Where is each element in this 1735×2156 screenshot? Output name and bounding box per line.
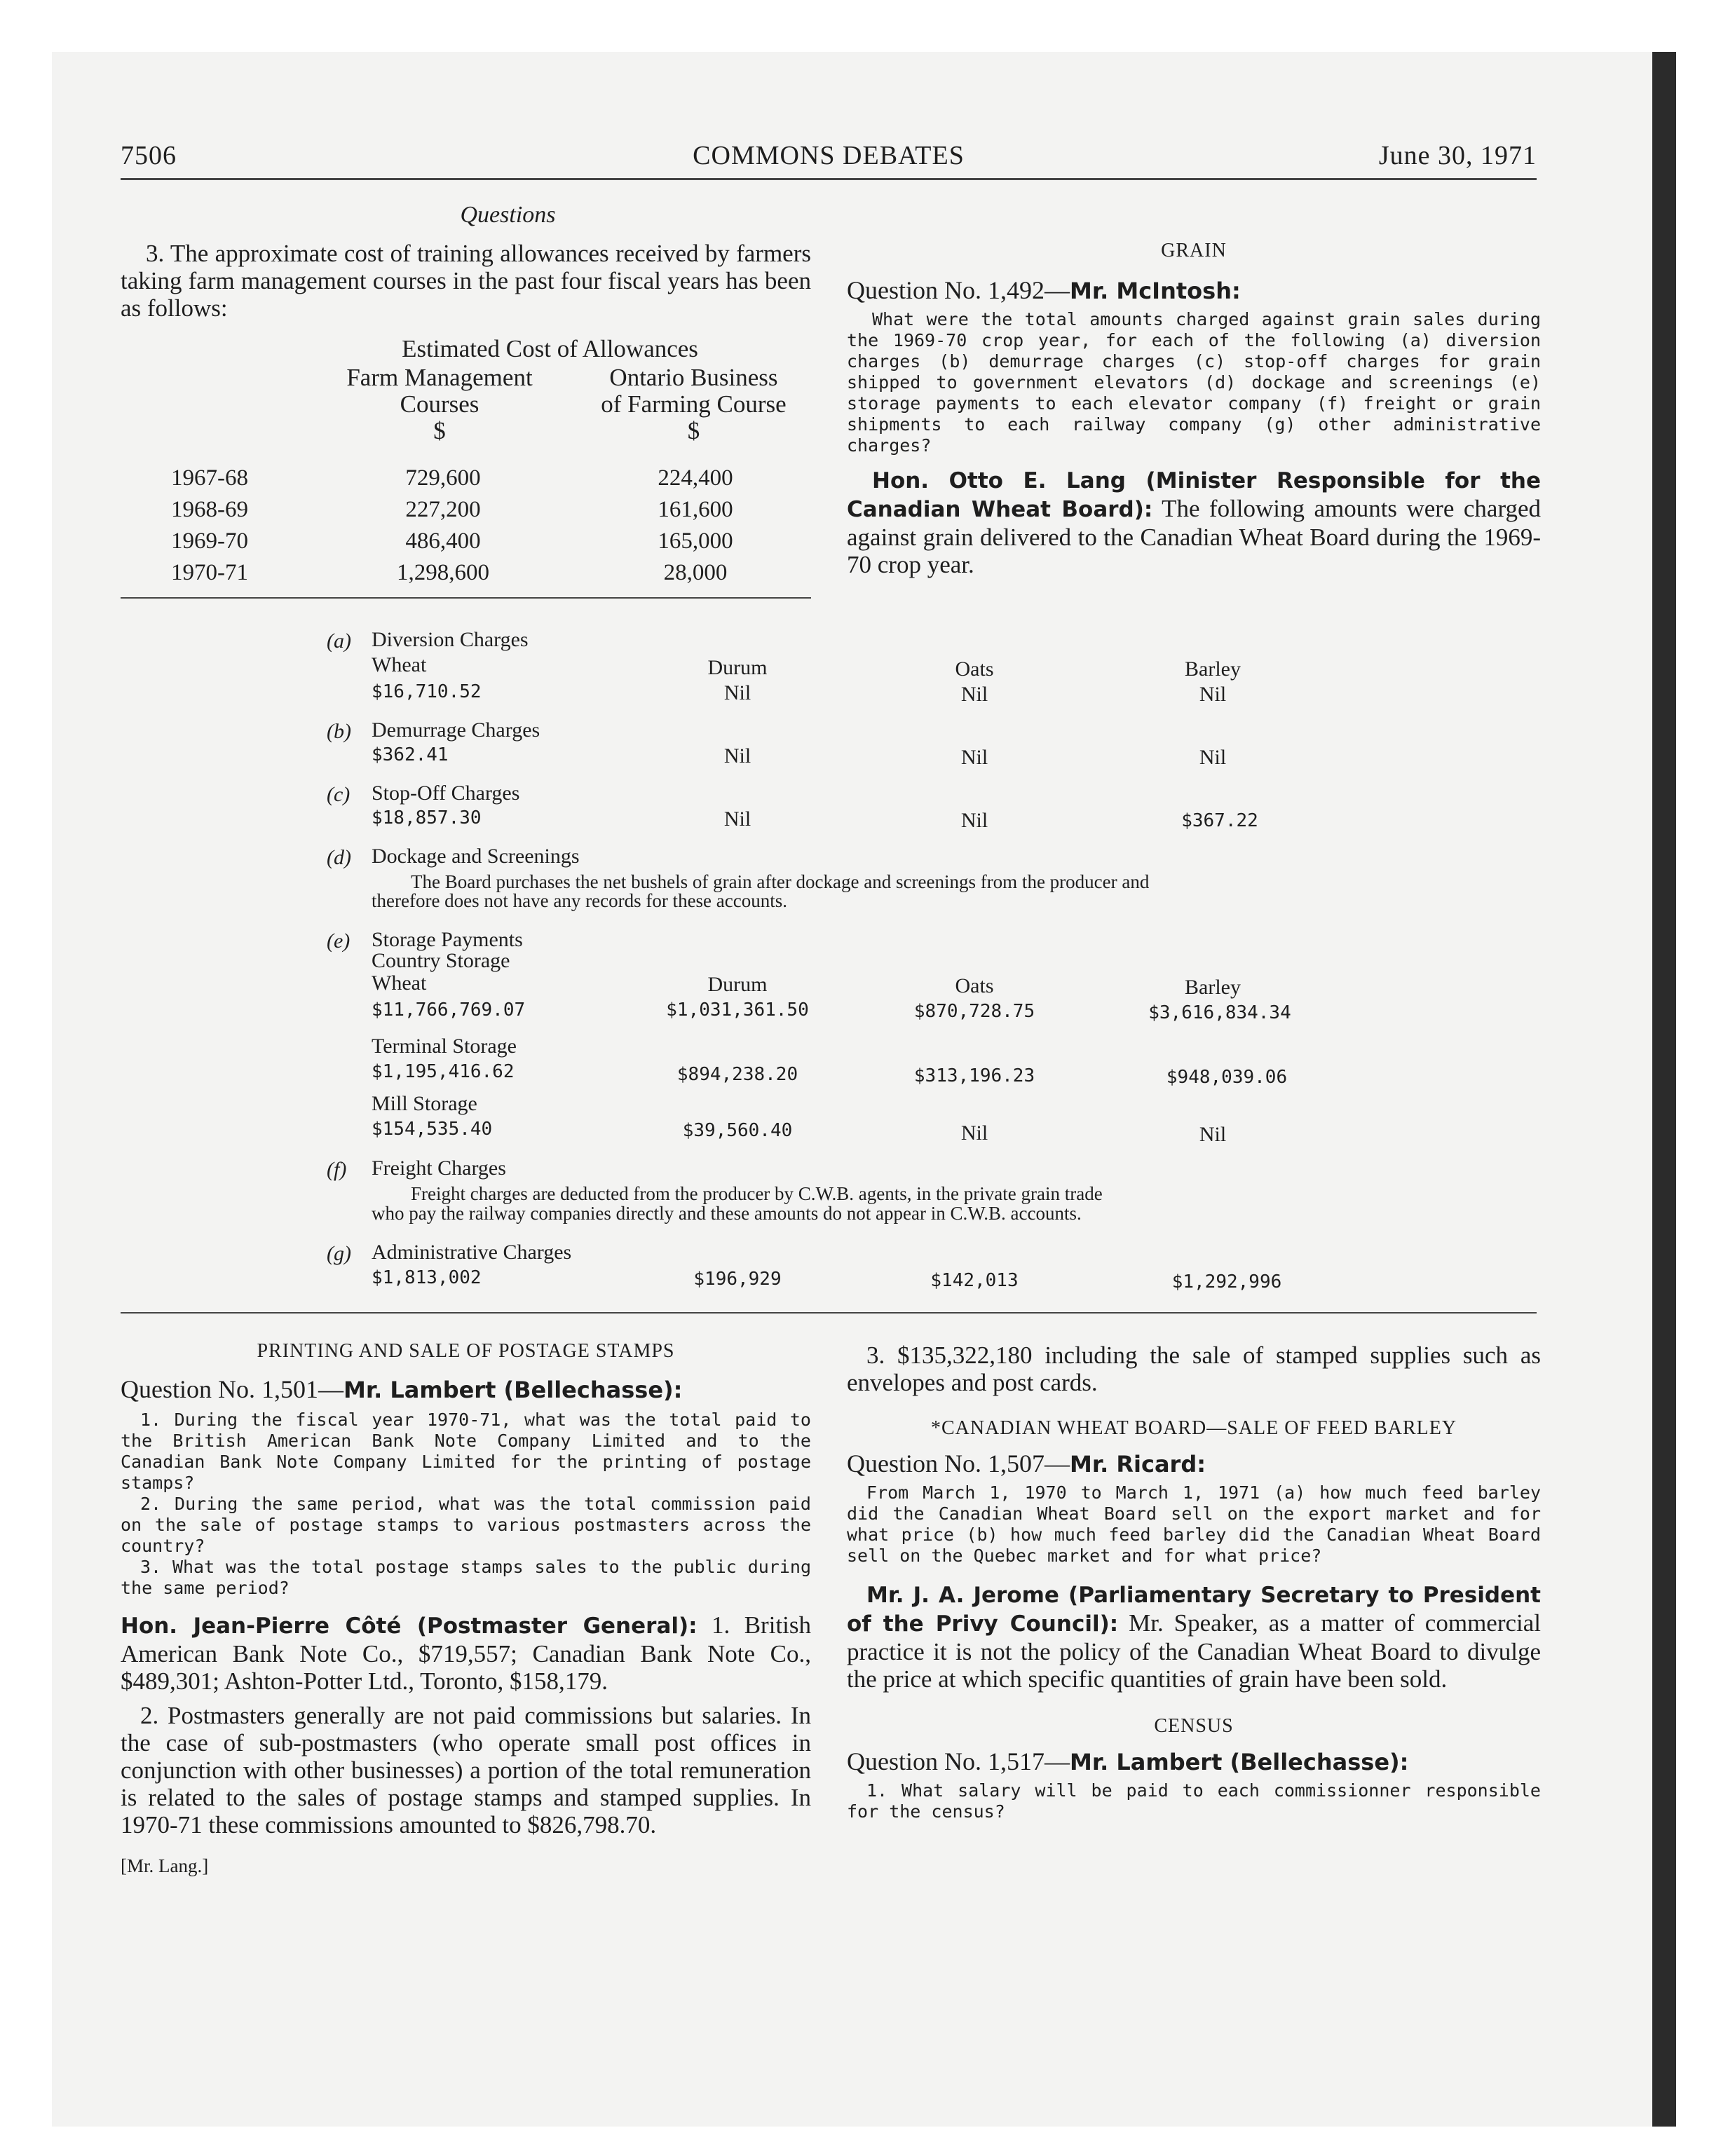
value-wheat: $1,195,416.62 <box>372 1061 515 1082</box>
value-barley: Nil <box>1199 746 1227 769</box>
value-durum: Nil <box>723 744 751 767</box>
grain-durum-label: Durum <box>707 973 768 996</box>
table-row-year: 1967-68 <box>171 465 248 491</box>
section-rule <box>121 1312 1537 1314</box>
stamps-q1: 1. During the fiscal year 1970-71, what was the total paid to the British American Bank Note Company Limited and to the Canadian Bank Note Company Limited for the printing of postage stamps? <box>121 1410 811 1493</box>
stamps-answer1 <box>121 1611 811 1695</box>
item-label: (d) <box>327 846 351 869</box>
table-cell-farm: 227,200 <box>405 497 481 522</box>
running-header <box>121 140 1537 180</box>
value-barley: Nil <box>1199 683 1227 706</box>
answer-text: The following amounts were charged against grain delivered to the Canadian Wheat Board during the 1969-70 crop year. <box>847 495 1542 578</box>
value-wheat: $18,857.30 <box>372 807 482 828</box>
table-row-year: 1968-69 <box>171 497 248 522</box>
terminal-storage-title: Terminal Storage <box>372 1035 517 1058</box>
col1-unit: $ <box>433 417 446 444</box>
publication-date: June 30, 1971 <box>1378 141 1537 170</box>
training-intro: 3. The approximate cost of training allowances received by farmers taking farm management courses in the past four fiscal years has been as follows: <box>121 240 811 322</box>
table-cell-farm: 729,600 <box>405 465 481 491</box>
item-title: Administrative Charges <box>372 1241 572 1264</box>
question-number: Question No. 1,501— <box>121 1375 343 1403</box>
item-label: (a) <box>327 629 351 653</box>
stamps-question-line <box>121 1375 811 1404</box>
value-barley: $367.22 <box>1181 810 1258 831</box>
item-label: (e) <box>327 929 351 953</box>
dockage-note-line1: The Board purchases the net bushels of grain after dockage and screenings from the producer and <box>411 871 1150 892</box>
barley-answer <box>847 1581 1541 1693</box>
item-title: Stop-Off Charges <box>372 782 520 805</box>
year-column <box>171 463 248 589</box>
item-label: (f) <box>327 1158 347 1181</box>
value-wheat: $11,766,769.07 <box>372 999 526 1021</box>
col2-header-line2: of Farming Course <box>601 390 787 418</box>
freight-note-line2: who pay the railway companies directly and these amounts do not appear in C.W.B. accounts. <box>372 1203 1082 1224</box>
table-cell-ontario: 161,600 <box>658 497 733 522</box>
value-barley: $3,616,834.34 <box>1148 1002 1291 1023</box>
answer-text: 1. British American Bank Note Co., $719,557; Canadian Bank Note Co., $489,301; Ashton-Potter Ltd., Toronto, $158,179. <box>121 1611 812 1695</box>
table-cell-farm: 1,298,600 <box>397 560 489 585</box>
item-label: (b) <box>327 720 351 743</box>
value-durum: $39,560.40 <box>682 1120 793 1141</box>
value-oats: $870,728.75 <box>913 1001 1035 1022</box>
value-durum: $894,238.20 <box>676 1064 798 1085</box>
value-durum: $1,031,361.50 <box>666 999 809 1021</box>
right-bottom-column <box>847 1342 1541 1822</box>
stamps-q2: 2. During the same period, what was the total commission paid on the sale of postage stamps to various postmasters across the country? <box>121 1494 811 1556</box>
census-heading: CENSUS <box>1154 1715 1234 1737</box>
question-number: Question No. 1,507— <box>847 1449 1070 1478</box>
value-barley: $948,039.06 <box>1166 1067 1288 1088</box>
col2-header <box>576 364 811 444</box>
grain-barley-label: Barley <box>1185 657 1241 681</box>
barley-heading: *CANADIAN WHEAT BOARD—SALE OF FEED BARLEY <box>930 1417 1457 1439</box>
value-wheat: $362.41 <box>372 744 449 765</box>
stamps-answer3: 3. $135,322,180 including the sale of stamped supplies such as envelopes and post cards. <box>847 1342 1541 1396</box>
table-rule <box>121 597 811 599</box>
stamps-q3: 3. What was the total postage stamps sales to the public during the same period? <box>121 1557 811 1598</box>
col1-header <box>324 364 555 444</box>
col2-unit: $ <box>687 417 700 444</box>
grain-oats-label: Oats <box>955 974 994 997</box>
publication-title: COMMONS DEBATES <box>693 141 965 170</box>
value-barley: Nil <box>1199 1123 1227 1146</box>
item-label: (g) <box>327 1242 351 1265</box>
grain-heading: GRAIN <box>1161 240 1227 261</box>
value-durum: Nil <box>723 807 751 831</box>
training-section <box>121 202 811 322</box>
table-title: Estimated Cost of Allowances <box>402 335 698 362</box>
barley-question-text: From March 1, 1970 to March 1, 1971 (a) how much feed barley did the Canadian Wheat Board sell on the export market and for what price (b) how much feed barley did the Canadian Wheat Board sell on the Quebec market and for what price? <box>847 1482 1541 1566</box>
barley-question-line <box>847 1449 1541 1478</box>
col1-header-line1: Farm Management <box>346 364 533 391</box>
item-title: Dockage and Screenings <box>372 845 580 868</box>
item-title: Freight Charges <box>372 1157 506 1180</box>
col2-header-line1: Ontario Business <box>609 364 778 391</box>
value-oats: Nil <box>960 809 988 832</box>
grain-answer <box>847 466 1541 578</box>
stamps-heading: PRINTING AND SALE OF POSTAGE STAMPS <box>257 1340 675 1362</box>
grain-durum-label: Durum <box>707 656 768 679</box>
value-durum: $196,929 <box>693 1269 782 1290</box>
grain-oats-label: Oats <box>955 657 994 681</box>
value-oats: Nil <box>960 746 988 769</box>
speaker-note: [Mr. Lang.] <box>121 1855 209 1876</box>
table-row-year: 1969-70 <box>171 528 248 554</box>
value-oats: $142,013 <box>930 1270 1019 1291</box>
value-barley: $1,292,996 <box>1171 1271 1282 1292</box>
item-title: Diversion Charges <box>372 628 529 651</box>
item-title: Demurrage Charges <box>372 718 540 742</box>
ontario-column <box>629 463 762 589</box>
table-cell-ontario: 224,400 <box>658 465 733 491</box>
scan-edge-bar <box>1652 52 1676 2127</box>
question-member: Mr. Lambert (Bellechasse): <box>343 1377 683 1403</box>
stamps-answer2: 2. Postmasters generally are not paid commissions but salaries. In the case of sub-postmasters (who operate small post offices in conjunction with other businesses) a portion of the total remuneration is related to the sales of postage stamps and stamped supplies. In 1970-71 these commissions amounted to $826,798.70. <box>121 1702 811 1838</box>
grain-wheat-label: Wheat <box>372 653 427 676</box>
answer-text: Mr. Speaker, as a matter of commercial practice it is not the policy of the Canadian Wheat Board to divulge the price at which specific quantities of grain have been sold. <box>847 1609 1542 1693</box>
grain-wheat-label: Wheat <box>372 971 427 995</box>
census-question-text: 1. What salary will be paid to each commissionner responsible for the census? <box>847 1780 1541 1822</box>
value-wheat: $154,535.40 <box>372 1119 493 1140</box>
col1-header-line2: Courses <box>400 390 479 418</box>
grain-question-line <box>847 276 1541 305</box>
item-label: (c) <box>327 783 351 806</box>
training-table <box>121 335 811 601</box>
table-cell-farm: 486,400 <box>405 528 481 554</box>
table-cell-ontario: 28,000 <box>663 560 728 585</box>
freight-note-line1: Freight charges are deducted from the producer by C.W.B. agents, in the private grain trade <box>411 1183 1103 1204</box>
answer-speaker: Mr. J. A. Jerome (Parliamentary Secretary to President of the Privy Council): <box>847 1583 1541 1637</box>
value-oats: Nil <box>960 1121 988 1145</box>
value-wheat: $16,710.52 <box>372 681 482 702</box>
grain-question-text: What were the total amounts charged against grain sales during the 1969-70 crop year, for each of the following (a) diversion charges (b) demurrage charges (c) stop-off charges for grain shipped to government elevators (d) dockage and screenings (e) storage payments to each elevator company (f) freight or grain shipments to each railway company (g) other administrative charges? <box>847 309 1541 456</box>
farm-column <box>380 463 506 589</box>
answer-speaker: Hon. Jean-Pierre Côté (Postmaster General): <box>121 1613 698 1639</box>
item-subtitle: Country Storage <box>372 949 510 972</box>
value-oats: Nil <box>960 683 988 706</box>
stamps-section <box>121 1340 811 1877</box>
table-row-year: 1970-71 <box>171 560 248 585</box>
answer-speaker: Hon. Otto E. Lang (Minister Responsible for the Canadian Wheat Board): <box>847 468 1541 522</box>
question-number: Question No. 1,517— <box>847 1747 1070 1775</box>
question-member: Mr. Lambert (Bellechasse): <box>1070 1749 1409 1775</box>
page-number: 7506 <box>121 141 177 170</box>
grain-barley-label: Barley <box>1185 976 1241 999</box>
census-question-line <box>847 1747 1541 1776</box>
value-durum: Nil <box>723 681 751 704</box>
value-wheat: $1,813,002 <box>372 1267 482 1288</box>
item-title: Storage Payments <box>372 928 523 951</box>
value-oats: $313,196.23 <box>913 1065 1035 1086</box>
question-member: Mr. McIntosh: <box>1070 278 1241 304</box>
questions-heading: Questions <box>460 202 556 228</box>
grain-section <box>847 240 1541 578</box>
mill-storage-title: Mill Storage <box>372 1092 477 1115</box>
dockage-note-line2: therefore does not have any records for these accounts. <box>372 890 787 911</box>
question-member: Mr. Ricard: <box>1070 1451 1206 1478</box>
question-number: Question No. 1,492— <box>847 276 1070 304</box>
table-cell-ontario: 165,000 <box>658 528 733 554</box>
